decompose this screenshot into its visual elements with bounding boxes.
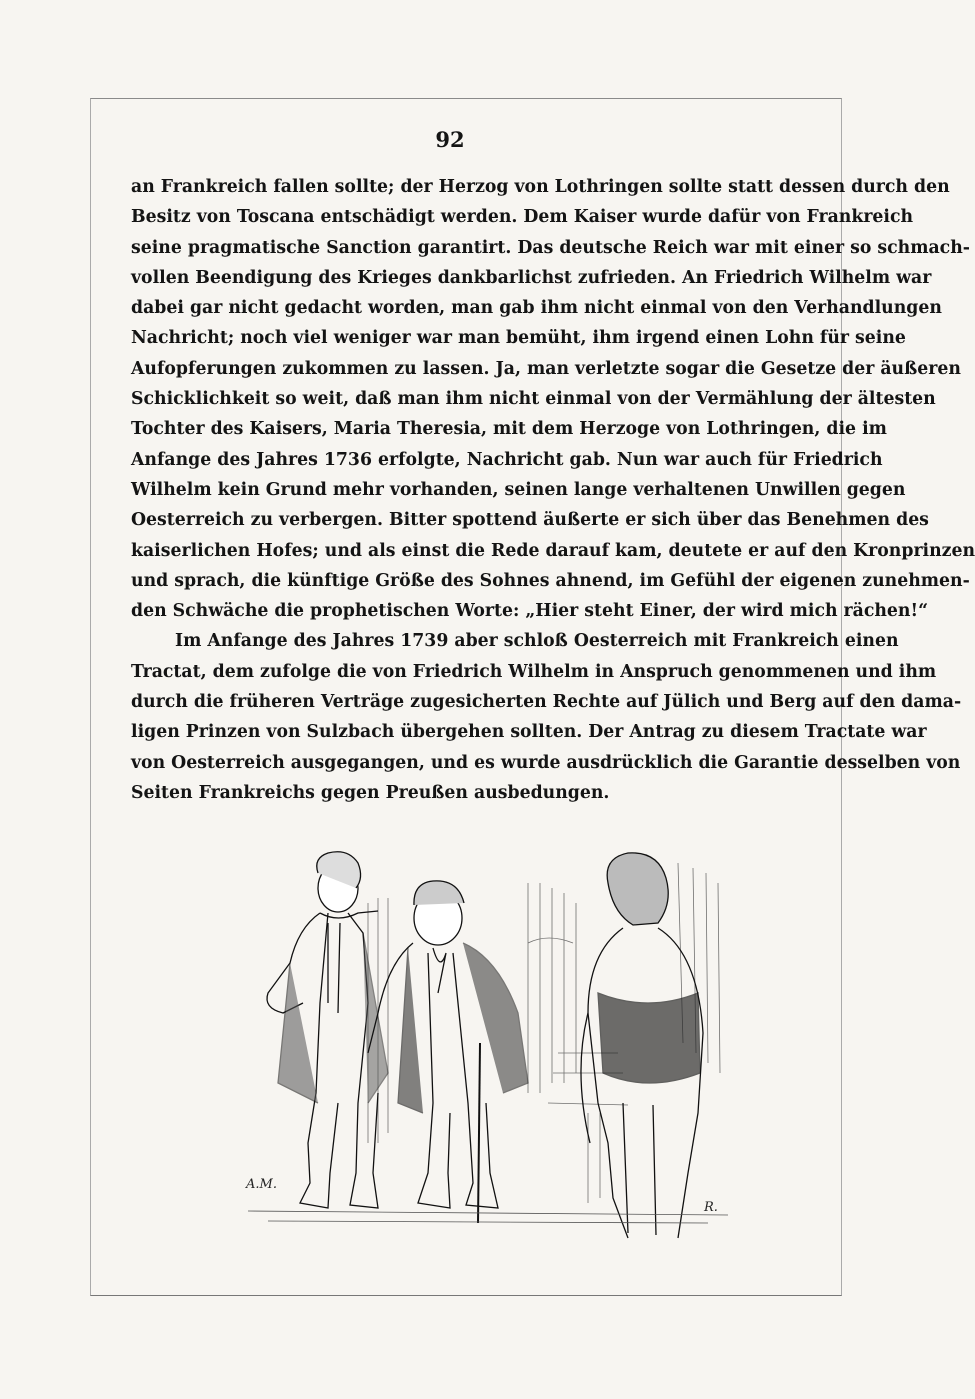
figure-officer	[581, 853, 703, 1238]
page-number: 92	[435, 127, 465, 152]
text-line: seine pragmatische Sanction garantirt. Das deutsche Reich war mit einer so schmach-	[131, 237, 970, 258]
text-line: Nachricht; noch viel weniger war man bemüht, ihm irgend einen Lohn für seine	[131, 328, 906, 349]
text-line: Tochter des Kaisers, Maria Theresia, mit dem Herzoge von Lothringen, die im	[131, 419, 887, 440]
engraving-illustration	[228, 843, 740, 1243]
text-line: von Oesterreich ausgegangen, und es wurde ausdrücklich die Garantie desselben von	[131, 752, 961, 773]
text-line: Seiten Frankreichs gegen Preußen ausbedungen.	[131, 782, 610, 803]
text-line: Im Anfange des Jahres 1739 aber schloß Oesterreich mit Frankreich einen	[175, 631, 899, 652]
signature-right: R.	[704, 1200, 718, 1215]
text-line: Wilhelm kein Grund mehr vorhanden, seinen lange verhaltenen Unwillen gegen	[131, 479, 906, 500]
text-line: Schicklichkeit so weit, daß man ihm nicht einmal von der Vermählung der ältesten	[131, 389, 936, 410]
figure-crown-prince	[267, 852, 388, 1208]
text-line: den Schwäche die prophetischen Worte: „Hier steht Einer, der wird mich rächen!“	[131, 601, 929, 622]
text-line: Oesterreich zu verbergen. Bitter spottend äußerte er sich über das Benehmen des	[131, 510, 929, 531]
paragraph-2	[131, 626, 962, 808]
text-line: und sprach, die künftige Größe des Sohnes ahnend, im Gefühl der eigenen zunehmen-	[131, 570, 970, 591]
figure-king	[368, 881, 528, 1223]
text-line: Tractat, dem zufolge die von Friedrich Wilhelm in Anspruch genommenen und ihm	[131, 661, 937, 682]
text-line: durch die früheren Verträge zugesicherten Rechte auf Jülich und Berg auf den dama-	[131, 692, 962, 713]
text-line: Aufopferungen zukommen zu lassen. Ja, man verletzte sogar die Gesetze der äußeren	[131, 358, 961, 379]
text-line: Anfange des Jahres 1736 erfolgte, Nachricht gab. Nun war auch für Friedrich	[131, 449, 883, 470]
text-line: vollen Beendigung des Krieges dankbarlichst zufrieden. An Friedrich Wilhelm war	[131, 267, 932, 288]
text-line: an Frankreich fallen sollte; der Herzog von Lothringen sollte statt dessen durch den	[131, 177, 950, 197]
text-line: dabei gar nicht gedacht worden, man gab ihm nicht einmal von den Verhandlungen	[131, 298, 942, 319]
text-line: kaiserlichen Hofes; und als einst die Rede darauf kam, deutete er auf den Kronprinzen	[131, 540, 975, 561]
body-text	[131, 172, 975, 808]
text-line: ligen Prinzen von Sulzbach übergehen sollten. Der Antrag zu diesem Tractate war	[131, 722, 927, 743]
signature-left: A.M.	[246, 1177, 277, 1192]
text-line: Besitz von Toscana entschädigt werden. Dem Kaiser wurde dafür von Frankreich	[131, 207, 914, 228]
paragraph-1	[131, 172, 975, 626]
